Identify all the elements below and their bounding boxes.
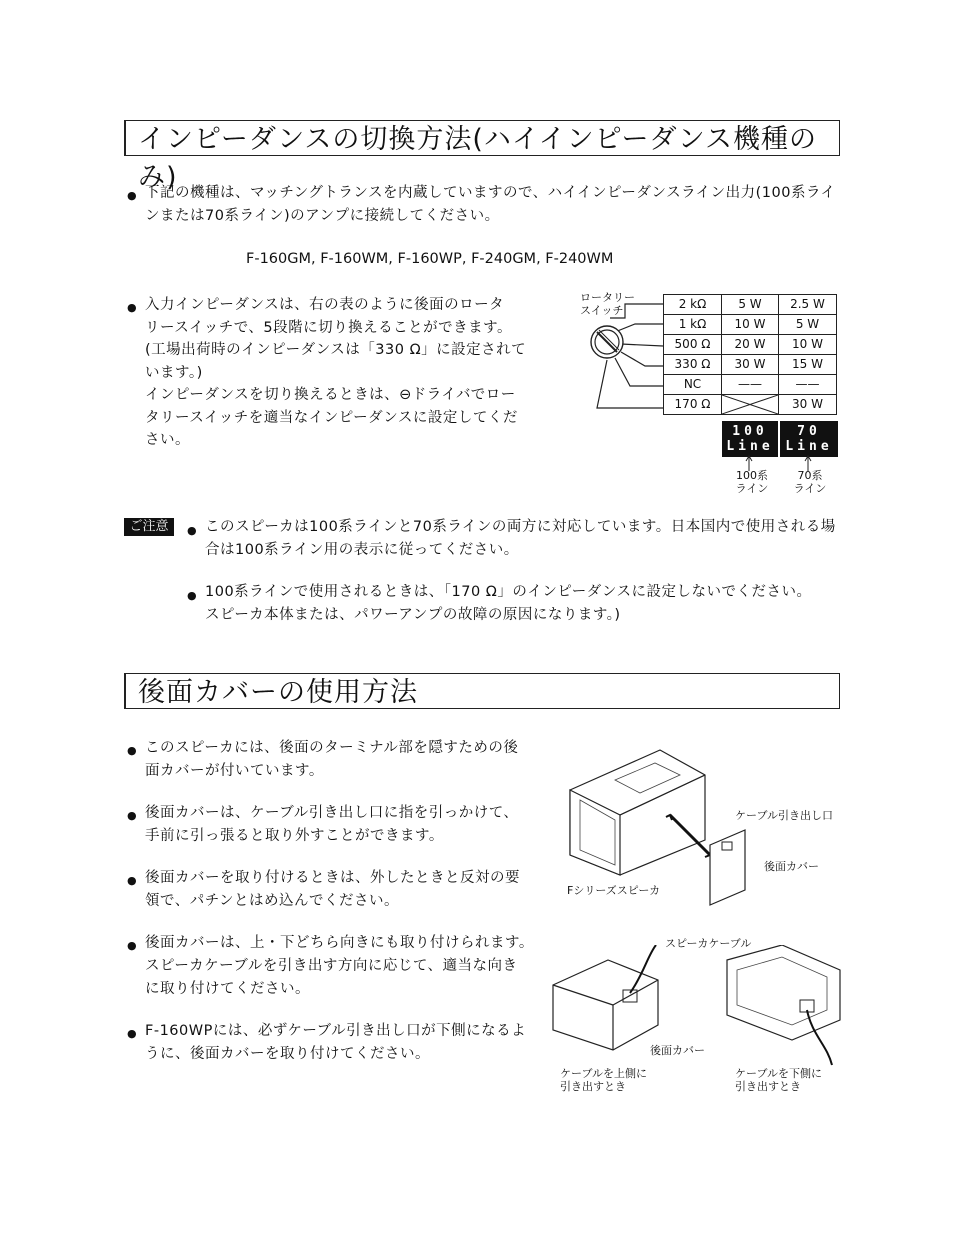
bullet-icon: ● [187, 524, 197, 537]
bullet-icon: ● [127, 939, 137, 952]
table-row [664, 375, 837, 395]
label-70-line: 70系 ライン [793, 469, 827, 495]
rear-cover-item-3: 後面カバーを取り付けるときは、外したときと反対の要 領で、パチンとはめ込んでください。 [145, 870, 520, 909]
fig-cable-up-caption: ケーブルを上側に 引き出すとき [560, 1067, 648, 1093]
table-row [664, 295, 837, 315]
table-cell: 30 W [722, 355, 779, 375]
caution-note-2: 100系ラインで使用されるときは、「170 Ω」のインピーダンスに設定しないでください。 スピーカ本体または、パワーアンプの故障の原因になります。) [205, 584, 812, 623]
table-cell: 330 Ω [664, 355, 722, 375]
bullet-icon: ● [127, 301, 137, 314]
para-impedance: 入力インピーダンスは、右の表のように後面のロータ リースイッチで、5段階に切り換えることができます。 (工場出荷時のインピーダンスは「330 Ω」に設定されて います。) インピーダンスを切り換えるときは、⊖ドライバでロー タリースイッチを適当なインピーダンスに設定してくだ さい。 [145, 297, 527, 448]
rear-cover-item-5: F-160WPには、必ずケーブル引き出し口が下側になるよ うに、後面カバーを取り付けてください。 [145, 1023, 527, 1062]
label-100-line: 100系 ライン [735, 469, 769, 495]
table-cell: —— [722, 375, 779, 395]
rotary-switch-label: ロータリー スイッチ [580, 291, 635, 317]
bullet-icon: ● [127, 874, 137, 887]
table-cell: 5 W [779, 315, 837, 335]
bullet-icon: ● [127, 189, 137, 202]
table-cell: 15 W [779, 355, 837, 375]
table-cell: 20 W [722, 335, 779, 355]
fig-rear-cover-label: 後面カバー [764, 860, 819, 873]
table-row [664, 315, 837, 335]
fig-rear-cover-label-2: 後面カバー [650, 1044, 705, 1057]
table-row [664, 355, 837, 375]
line-70-badge: 70 Line [780, 421, 838, 457]
bullet-icon: ● [187, 589, 197, 602]
rear-cover-item-1: このスピーカには、後面のターミナル部を隠すための後 面カバーが付いています。 [145, 740, 519, 779]
impedance-table [663, 294, 837, 415]
bullet-icon: ● [127, 744, 137, 757]
cross-mark-icon [722, 395, 778, 414]
rear-cover-item-4: 後面カバーは、上・下どちら向きにも取り付けられます。 スピーカケーブルを引き出す方向に応じて、適当な向き に取り付けてください。 [145, 935, 534, 997]
table-row [664, 335, 837, 355]
fig-f-series-label: Fシリーズスピーカ [567, 884, 661, 897]
line-100-badge: 100 Line [722, 421, 778, 457]
speaker-cable-up-illustration [548, 945, 668, 1060]
model-list: F-160GM, F-160WM, F-160WP, F-240GM, F-240WM [246, 251, 614, 267]
table-cell-crossed [722, 395, 779, 415]
caution-badge: ご注意 [124, 518, 174, 536]
section-title-rear-cover: 後面カバーの使用方法 [124, 673, 840, 709]
table-cell: 1 kΩ [664, 315, 722, 335]
table-cell: 10 W [779, 335, 837, 355]
table-cell: NC [664, 375, 722, 395]
table-cell: 500 Ω [664, 335, 722, 355]
rotary-switch-diagram [585, 290, 665, 415]
speaker-cable-down-illustration [722, 945, 847, 1070]
table-cell: 10 W [722, 315, 779, 335]
table-cell: 170 Ω [664, 395, 722, 415]
table-row [664, 395, 837, 415]
table-cell: 2 kΩ [664, 295, 722, 315]
table-cell: 5 W [722, 295, 779, 315]
fig-cable-outlet-label: ケーブル引き出し口 [735, 809, 834, 822]
table-cell: —— [779, 375, 837, 395]
section-title-impedance: インピーダンスの切換方法(ハイインピーダンス機種のみ) [124, 120, 840, 156]
bullet-icon: ● [127, 809, 137, 822]
table-cell: 2.5 W [779, 295, 837, 315]
bullet-icon: ● [127, 1027, 137, 1040]
fig-cable-down-caption: ケーブルを下側に 引き出すとき [735, 1067, 823, 1093]
caution-note-1: このスピーカは100系ラインと70系ラインの両方に対応しています。日本国内で使用される場 合は100系ライン用の表示に従ってください。 [205, 519, 836, 558]
rear-cover-item-2: 後面カバーは、ケーブル引き出し口に指を引っかけて、 手前に引っ張ると取り外すことができます。 [145, 805, 519, 844]
fig-speaker-cable-label: スピーカケーブル [665, 937, 752, 950]
table-cell: 30 W [779, 395, 837, 415]
para-models-intro: 下記の機種は、マッチングトランスを内蔵していますので、ハイインピーダンスライン出力(100系ライ ンまたは70系ライン)のアンプに接続してください。 [145, 185, 836, 224]
